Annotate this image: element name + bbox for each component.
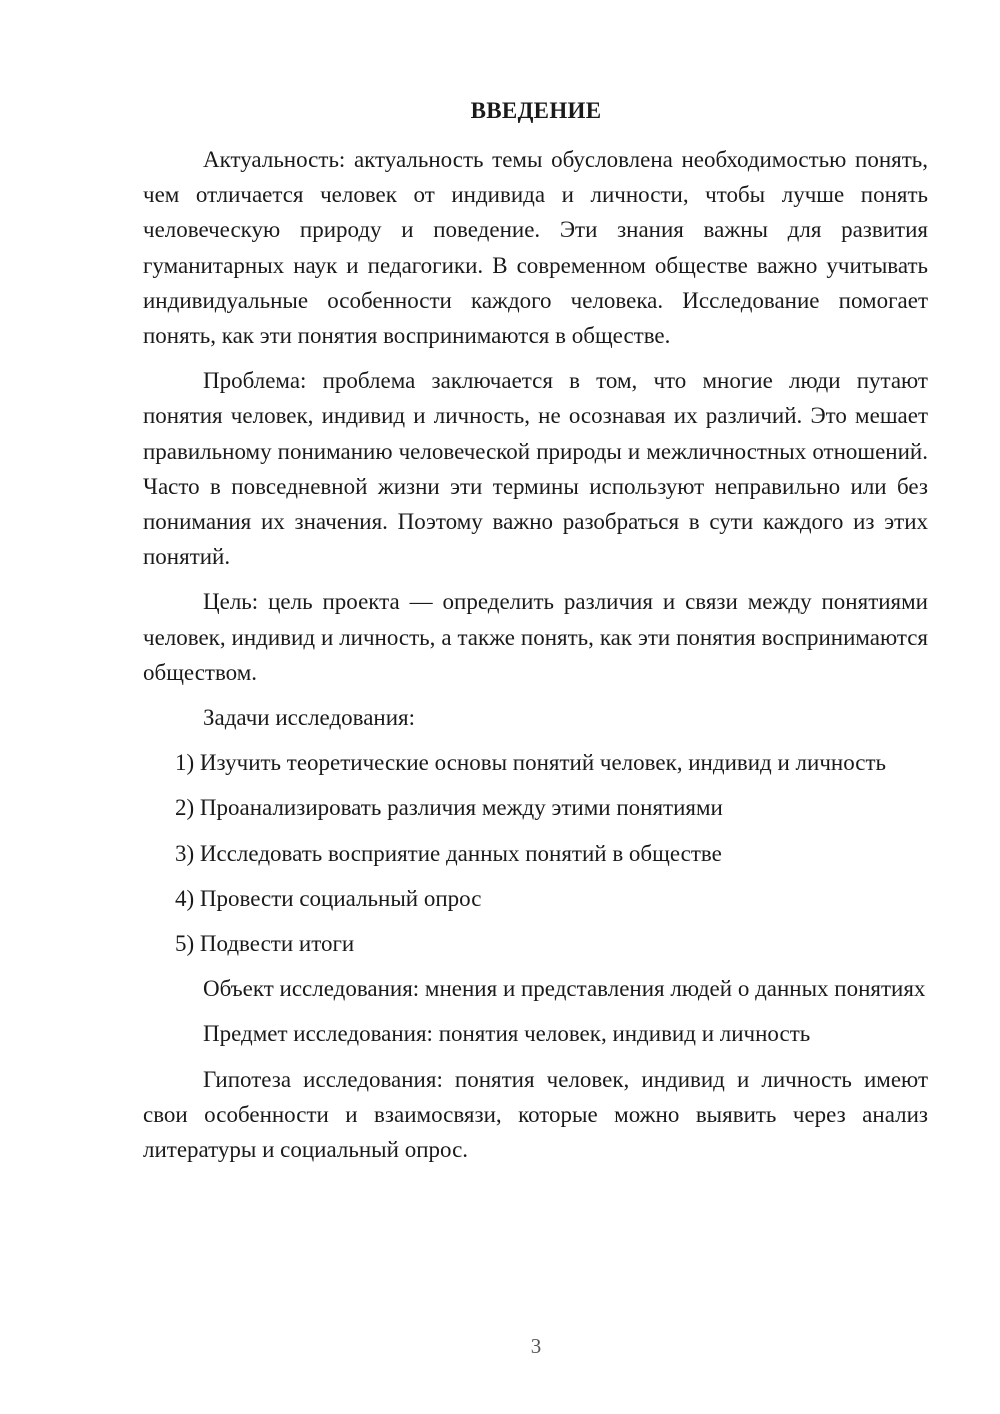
task-item-2: 2) Проанализировать различия между этими понятиями	[175, 795, 723, 821]
paragraph-object: Объект исследования: мнения и представления людей о данных понятиях	[203, 976, 926, 1002]
paragraph-problem: Проблема: проблема заключается в том, что многие люди путают понятия человек, индивид и личность, не осознавая их различий. Это мешает правильному пониманию человеческой природы и межличностных отношений. Часто в повседневной жизни эти термины используют неправильно или без понимания их значения. Поэтому важно разобраться в сути каждого из этих понятий.	[143, 368, 928, 570]
task-item-5: 5) Подвести итоги	[175, 931, 355, 957]
paragraph-goal: Цель: цель проекта — определить различия и связи между понятиями человек, индивид и личность, а также понять, как эти понятия воспринимаются обществом.	[143, 589, 928, 685]
paragraph-subject: Предмет исследования: понятия человек, индивид и личность	[203, 1021, 811, 1047]
task-item-4: 4) Провести социальный опрос	[175, 885, 482, 911]
task-item-1: 1) Изучить теоретические основы понятий человек, индивид и личность	[175, 750, 887, 776]
paragraph-hypothesis: Гипотеза исследования: понятия человек, индивид и личность имеют свои особенности и взаимосвязи, которые можно выявить через анализ литературы и социальный опрос.	[143, 1066, 928, 1163]
document-body	[143, 142, 928, 1177]
page-number: 3	[530, 1334, 542, 1358]
section-title: ВВЕДЕНИЕ	[470, 98, 602, 123]
paragraph-relevance: Актуальность: актуальность темы обусловлена необходимостью понять, чем отличается человек от индивида и личности, чтобы лучше понять человеческую природу и поведение. Эти знания важны для развития гуманитарных наук и педагогики. В современном обществе важно учитывать индивидуальные особенности каждого человека. Исследование помогает понять, как эти понятия воспринимаются в обществе.	[143, 147, 928, 349]
paragraph-tasks-heading: Задачи исследования:	[203, 705, 416, 731]
task-item-3: 3) Исследовать восприятие данных понятий в обществе	[175, 840, 722, 866]
